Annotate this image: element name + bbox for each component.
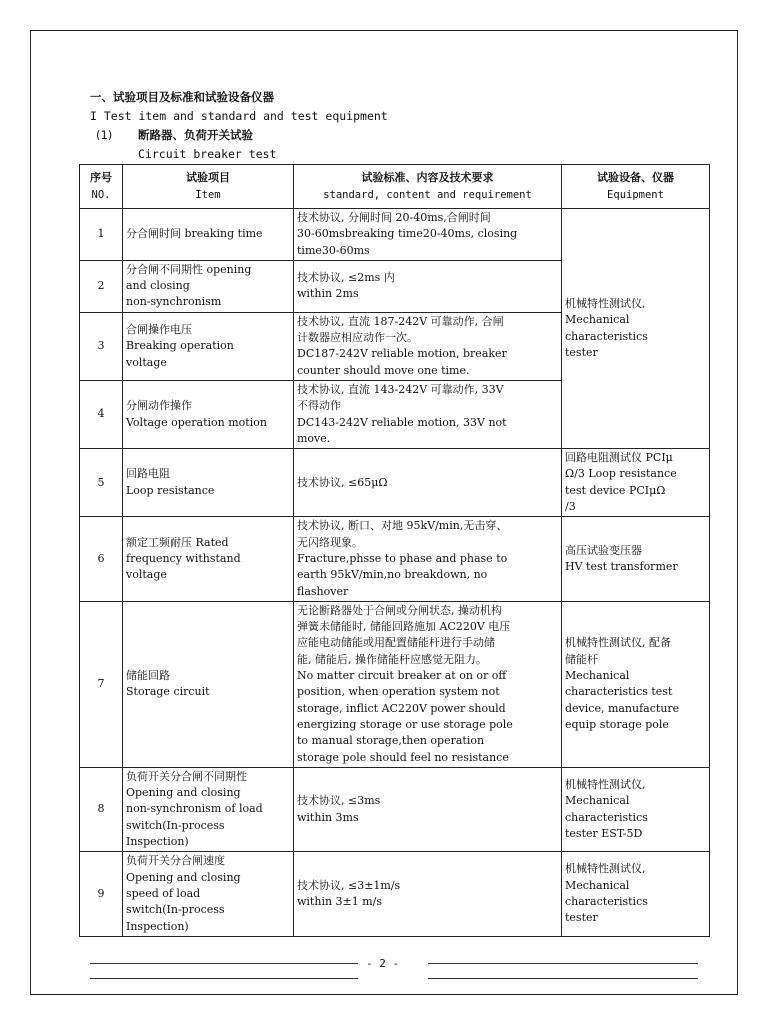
equipment-cell-line: characteristics <box>565 895 648 909</box>
item-cell-line: voltage <box>126 355 167 369</box>
standard-cell <box>294 517 562 601</box>
footer-rule-left-2 <box>90 978 358 979</box>
standard-cell-line: time30-60ms <box>297 243 370 257</box>
standard-cell-line: 技术协议, ≤3ms <box>297 794 381 808</box>
table-row <box>80 601 710 767</box>
standard-cell-line: 技术协议, 断口、对地 95kV/min,无击穿、 <box>297 519 508 533</box>
standard-cell <box>294 449 562 517</box>
header-equipment-en: Equipment <box>607 188 664 201</box>
standard-cell-line: move. <box>297 431 331 445</box>
table-row <box>80 449 710 517</box>
item-cell-line: switch(In-process <box>126 903 225 917</box>
standard-cell-line: 无论断路器处于合闸或分闸状态, 操动机构 <box>297 603 502 617</box>
standard-cell-line: position, when operation system not <box>297 685 500 699</box>
header-no-zh: 序号 <box>90 171 112 185</box>
equipment-cell <box>562 767 710 851</box>
subsection-heading-en: Circuit breaker test <box>138 147 277 161</box>
item-cell <box>123 767 294 851</box>
table-row <box>80 852 710 936</box>
subsection-number: (1) <box>96 128 113 142</box>
standard-cell-line: 能, 储能后, 操作储能杆应感觉无阻力。 <box>297 652 487 666</box>
header-standard-zh: 试验标准、内容及技术要求 <box>361 171 494 185</box>
item-cell <box>123 380 294 448</box>
equipment-cell-line: 机械特性测试仪, 配备 <box>565 636 671 650</box>
equipment-cell-line: Mechanical <box>565 794 630 808</box>
item-cell-line: frequency withstand <box>126 551 241 565</box>
equipment-cell-line: Ω/3 Loop resistance <box>565 467 677 481</box>
standard-cell-line: within 3±1 m/s <box>297 895 383 909</box>
item-cell-line: Voltage operation motion <box>126 415 267 429</box>
standard-cell-line: Fracture,phsse to phase and phase to <box>297 551 508 565</box>
item-cell-line: 负荷开关分合闸不同期性 <box>126 769 247 783</box>
header-standard <box>294 165 562 209</box>
standard-cell-line: earth 95kV/min,no breakdown, no <box>297 568 488 582</box>
footer-rule-right <box>428 963 698 964</box>
equipment-cell-line: 储能杆 <box>565 652 598 666</box>
item-cell <box>123 852 294 936</box>
item-cell-line: Inspection) <box>126 919 189 933</box>
table-row <box>80 767 710 851</box>
test-items-table <box>79 164 710 937</box>
item-cell <box>123 260 294 312</box>
header-no <box>80 165 123 209</box>
item-cell-line: non-synchronism <box>126 295 222 309</box>
standard-cell-line: 技术协议, 直流 143-242V 可靠动作, 33V <box>297 382 504 396</box>
header-no-en: NO. <box>91 188 111 201</box>
standard-cell <box>294 260 562 312</box>
equipment-cell-line: /3 <box>565 500 576 514</box>
standard-cell-line: 技术协议, ≤3±1m/s <box>297 878 401 892</box>
row-number: 9 <box>80 852 123 936</box>
equipment-cell-line: characteristics <box>565 810 648 824</box>
equipment-cell-line: characteristics <box>565 329 648 343</box>
item-cell-line: non-synchronism of load <box>126 802 263 816</box>
table-row <box>80 209 710 261</box>
equipment-cell-line: 机械特性测试仪, <box>565 777 646 791</box>
equipment-cell-line: 高压试验变压器 <box>565 543 642 557</box>
standard-cell-line: 技术协议, ≤65μΩ <box>297 475 388 489</box>
equipment-cell-line: test device PCIμΩ <box>565 483 666 497</box>
equipment-cell-line: HV test transformer <box>565 560 678 574</box>
item-cell-line: Inspection) <box>126 835 189 849</box>
section-heading-en: I Test item and standard and test equipment <box>90 109 388 123</box>
header-item-zh: 试验项目 <box>186 171 230 185</box>
equipment-cell-line: tester <box>565 345 598 359</box>
item-cell <box>123 601 294 767</box>
item-cell-line: 负荷开关分合闸速度 <box>126 854 225 868</box>
standard-cell-line: DC187-242V reliable motion, breaker <box>297 347 507 361</box>
equipment-cell-line: 机械特性测试仪, <box>565 296 646 310</box>
standard-cell-line: 技术协议, 直流 187-242V 可靠动作, 合闸 <box>297 314 504 328</box>
standard-cell-line: counter should move one time. <box>297 363 470 377</box>
standard-cell-line: 不得动作 <box>297 399 341 413</box>
item-cell-line: Loop resistance <box>126 483 215 497</box>
equipment-cell-line: Mechanical <box>565 313 630 327</box>
standard-cell-line: 技术协议, 分闸时间 20-40ms,合闸时间 <box>297 211 491 224</box>
standard-cell-line: 弹簧未储能时, 储能回路施加 AC220V 电压 <box>297 620 511 634</box>
standard-cell-line: within 2ms <box>297 287 359 301</box>
standard-cell-line: 技术协议, ≤2ms 内 <box>297 271 395 285</box>
equipment-cell-line: tester <box>565 911 598 925</box>
footer-rule-right-2 <box>428 978 698 979</box>
equipment-cell <box>562 601 710 767</box>
row-number: 5 <box>80 449 123 517</box>
row-number: 8 <box>80 767 123 851</box>
item-cell <box>123 449 294 517</box>
equipment-cell <box>562 852 710 936</box>
equipment-cell-line: characteristics test <box>565 685 673 699</box>
row-number: 2 <box>80 260 123 312</box>
header-standard-en: standard, content and requirement <box>323 188 532 201</box>
subsection-heading <box>96 127 253 143</box>
item-cell-line: and closing <box>126 279 190 293</box>
row-number: 6 <box>80 517 123 601</box>
standard-cell <box>294 852 562 936</box>
standard-cell-line: storage pole should feel no resistance <box>297 750 509 764</box>
item-cell <box>123 209 294 261</box>
equipment-cell-line: 机械特性测试仪, <box>565 862 646 876</box>
equipment-cell <box>562 209 710 449</box>
header-equipment <box>562 165 710 209</box>
item-cell-line: 储能回路 <box>126 669 170 683</box>
standard-cell-line: No matter circuit breaker at on or off <box>297 669 507 683</box>
equipment-cell-line: device, manufacture <box>565 701 680 715</box>
standard-cell-line: storage, inflict AC220V power should <box>297 701 506 715</box>
item-cell-line: 分合闸时间 breaking time <box>126 227 263 241</box>
row-number: 1 <box>80 209 123 261</box>
standard-cell <box>294 312 562 380</box>
header-item-en: Item <box>195 188 221 201</box>
item-cell-line: speed of load <box>126 886 201 900</box>
equipment-cell-line: tester EST-5D <box>565 826 643 840</box>
item-cell-line: Storage circuit <box>126 685 210 699</box>
equipment-cell-line: Mechanical <box>565 669 630 683</box>
item-cell-line: switch(In-process <box>126 818 225 832</box>
standard-cell-line: 30-60msbreaking time20-40ms, closing <box>297 227 518 241</box>
item-cell-line: Opening and closing <box>126 870 241 884</box>
standard-cell <box>294 767 562 851</box>
item-cell-line: 分合闸不同期性 opening <box>126 262 252 276</box>
standard-cell <box>294 380 562 448</box>
item-cell <box>123 312 294 380</box>
page-number: - 2 - <box>366 957 400 970</box>
standard-cell-line: flashover <box>297 584 349 598</box>
standard-cell-line: 无闪络现象。 <box>297 535 363 549</box>
header-equipment-zh: 试验设备、仪器 <box>597 171 674 185</box>
item-cell-line: 回路电阻 <box>126 467 170 481</box>
standard-cell-line: 计数器应相应动作一次。 <box>297 331 418 345</box>
standard-cell-line: DC143-242V reliable motion, 33V not <box>297 415 507 429</box>
footer-rule-left <box>90 963 358 964</box>
equipment-cell-line: 回路电阻测试仪 PCIμ <box>565 451 673 465</box>
equipment-cell <box>562 449 710 517</box>
item-cell-line: 额定工频耐压 Rated <box>126 535 229 549</box>
standard-cell <box>294 209 562 261</box>
standard-cell-line: within 3ms <box>297 810 359 824</box>
row-number: 3 <box>80 312 123 380</box>
item-cell-line: Breaking operation <box>126 339 234 353</box>
header-item <box>123 165 294 209</box>
item-cell-line: Opening and closing <box>126 786 241 800</box>
section-heading: 一、试验项目及标准和试验设备仪器 <box>90 90 274 104</box>
row-number: 4 <box>80 380 123 448</box>
item-cell <box>123 517 294 601</box>
equipment-cell-line: equip storage pole <box>565 717 669 731</box>
item-cell-line: 合闸操作电压 <box>126 322 192 336</box>
standard-cell <box>294 601 562 767</box>
subsection-title: 断路器、负荷开关试验 <box>138 128 253 142</box>
standard-cell-line: 应能电动储能或用配置储能杆进行手动储 <box>297 636 495 650</box>
standard-cell-line: to manual storage,then operation <box>297 734 485 748</box>
equipment-cell <box>562 517 710 601</box>
table-row <box>80 517 710 601</box>
equipment-cell-line: Mechanical <box>565 878 630 892</box>
item-cell-line: voltage <box>126 568 167 582</box>
row-number: 7 <box>80 601 123 767</box>
standard-cell-line: energizing storage or use storage pole <box>297 717 513 731</box>
item-cell-line: 分闸动作操作 <box>126 399 192 413</box>
table-header-row <box>80 165 710 209</box>
